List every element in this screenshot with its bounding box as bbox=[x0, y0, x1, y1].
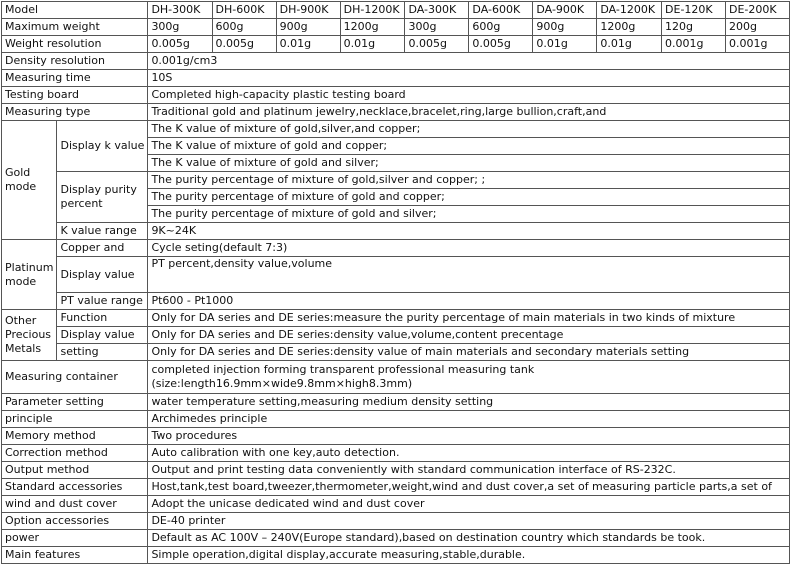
weight-resolution-value: 0.01g bbox=[276, 36, 340, 53]
parameter-setting-value: water temperature setting,measuring medium density setting bbox=[148, 394, 790, 411]
table-row bbox=[2, 462, 790, 479]
k-range-label: K value range bbox=[57, 223, 148, 240]
platinum-display-value: PT percent,density value,volume bbox=[148, 257, 790, 293]
table-row bbox=[2, 394, 790, 411]
model-name: DA-600K bbox=[469, 2, 533, 19]
main-features-label: Main features bbox=[2, 547, 148, 564]
display-k-line: The K value of mixture of gold and silver; bbox=[148, 155, 790, 172]
table-row bbox=[2, 479, 790, 496]
table-row bbox=[2, 411, 790, 428]
table-row bbox=[2, 104, 790, 121]
power-value: Default as AC 100V – 240V(Europe standard),based on destination country which standards be took. bbox=[148, 530, 790, 547]
weight-resolution-label: Weight resolution bbox=[2, 36, 148, 53]
density-resolution-label: Density resolution bbox=[2, 53, 148, 70]
table-row bbox=[2, 240, 790, 257]
table-row bbox=[2, 445, 790, 462]
table-row bbox=[2, 310, 790, 327]
table-row bbox=[2, 530, 790, 547]
table-row bbox=[2, 293, 790, 310]
option-accessories-value: DE-40 printer bbox=[148, 513, 790, 530]
function-label: Function bbox=[57, 310, 148, 327]
display-k-label: Display k value bbox=[57, 121, 148, 172]
weight-resolution-value: 0.005g bbox=[212, 36, 276, 53]
model-name: DH-600K bbox=[212, 2, 276, 19]
display-k-line: The K value of mixture of gold,silver,and copper; bbox=[148, 121, 790, 138]
model-name: DA-300K bbox=[405, 2, 469, 19]
pt-range-value: Pt600 - Pt1000 bbox=[148, 293, 790, 310]
correction-method-label: Correction method bbox=[2, 445, 148, 462]
table-row bbox=[2, 344, 790, 361]
model-name: DH-900K bbox=[276, 2, 340, 19]
parameter-setting-label: Parameter setting bbox=[2, 394, 148, 411]
memory-method-label: Memory method bbox=[2, 428, 148, 445]
wind-dust-cover-label: wind and dust cover bbox=[2, 496, 148, 513]
measuring-container-label: Measuring container bbox=[2, 361, 148, 394]
gold-mode-label: Gold mode bbox=[2, 121, 57, 240]
principle-value: Archimedes principle bbox=[148, 411, 790, 428]
display-purity-line: The purity percentage of mixture of gold and copper; bbox=[148, 189, 790, 206]
platinum-display-label: Display value bbox=[57, 257, 148, 293]
setting-label: setting bbox=[57, 344, 148, 361]
model-name: DE-200K bbox=[725, 2, 789, 19]
max-weight-value: 1200g bbox=[597, 19, 662, 36]
correction-method-value: Auto calibration with one key,auto detection. bbox=[148, 445, 790, 462]
display-purity-line: The purity percentage of mixture of gold,silver and copper; ; bbox=[148, 172, 790, 189]
model-name: DA-900K bbox=[533, 2, 597, 19]
max-weight-value: 120g bbox=[662, 19, 726, 36]
spec-table bbox=[1, 1, 790, 564]
table-row bbox=[2, 87, 790, 104]
measuring-time-label: Measuring time bbox=[2, 70, 148, 87]
memory-method-value: Two procedures bbox=[148, 428, 790, 445]
max-weight-value: 200g bbox=[725, 19, 789, 36]
weight-resolution-value: 0.005g bbox=[405, 36, 469, 53]
weight-resolution-value: 0.01g bbox=[533, 36, 597, 53]
k-range-value: 9K~24K bbox=[148, 223, 790, 240]
max-weight-value: 300g bbox=[405, 19, 469, 36]
standard-accessories-value: Host,tank,test board,tweezer,thermometer,weight,wind and dust cover,a set of measuring particle parts,a set of bbox=[148, 479, 790, 496]
power-label: power bbox=[2, 530, 148, 547]
measuring-type-value: Traditional gold and platinum jewelry,necklace,bracelet,ring,large bullion,craft,and bbox=[148, 104, 790, 121]
other-display-label: Display value bbox=[57, 327, 148, 344]
principle-label: principle bbox=[2, 411, 148, 428]
table-row bbox=[2, 361, 790, 394]
max-weight-value: 1200g bbox=[340, 19, 405, 36]
standard-accessories-label: Standard accessories bbox=[2, 479, 148, 496]
max-weight-value: 600g bbox=[469, 19, 533, 36]
testing-board-label: Testing board bbox=[2, 87, 148, 104]
measuring-type-label: Measuring type bbox=[2, 104, 148, 121]
table-row bbox=[2, 428, 790, 445]
table-row bbox=[2, 121, 790, 138]
display-k-line: The K value of mixture of gold and copper; bbox=[148, 138, 790, 155]
table-row bbox=[2, 19, 790, 36]
wind-dust-cover-value: Adopt the unicase dedicated wind and dust cover bbox=[148, 496, 790, 513]
setting-value: Only for DA series and DE series:density value of main materials and secondary materials setting bbox=[148, 344, 790, 361]
table-row bbox=[2, 70, 790, 87]
table-row bbox=[2, 223, 790, 240]
copper-label: Copper and bbox=[57, 240, 148, 257]
output-method-label: Output method bbox=[2, 462, 148, 479]
testing-board-value: Completed high-capacity plastic testing board bbox=[148, 87, 790, 104]
output-method-value: Output and print testing data conveniently with standard communication interface of RS-232C. bbox=[148, 462, 790, 479]
model-name: DH-1200K bbox=[340, 2, 405, 19]
measuring-container-value: completed injection forming transparent professional measuring tank (size:length16.9mm×wide9.8mm×high8.3mm) bbox=[148, 361, 790, 394]
max-weight-value: 300g bbox=[148, 19, 212, 36]
copper-value: Cycle seting(default 7:3) bbox=[148, 240, 790, 257]
display-purity-line: The purity percentage of mixture of gold and silver; bbox=[148, 206, 790, 223]
option-accessories-label: Option accessories bbox=[2, 513, 148, 530]
max-weight-label: Maximum weight bbox=[2, 19, 148, 36]
other-metals-label: Other Precious Metals bbox=[2, 310, 57, 361]
max-weight-value: 900g bbox=[276, 19, 340, 36]
other-display-value: Only for DA series and DE series:density value,volume,content precentage bbox=[148, 327, 790, 344]
main-features-value: Simple operation,digital display,accurate measuring,stable,durable. bbox=[148, 547, 790, 564]
model-name: DE-120K bbox=[662, 2, 726, 19]
density-resolution-value: 0.001g/cm3 bbox=[148, 53, 790, 70]
table-row bbox=[2, 53, 790, 70]
model-name: DA-1200K bbox=[597, 2, 662, 19]
model-name: DH-300K bbox=[148, 2, 212, 19]
weight-resolution-value: 0.001g bbox=[725, 36, 789, 53]
weight-resolution-value: 0.01g bbox=[340, 36, 405, 53]
weight-resolution-value: 0.01g bbox=[597, 36, 662, 53]
table-row bbox=[2, 327, 790, 344]
display-purity-label: Display purity percent bbox=[57, 172, 148, 223]
function-value: Only for DA series and DE series:measure the purity percentage of main materials in two kinds of mixture bbox=[148, 310, 790, 327]
weight-resolution-value: 0.001g bbox=[662, 36, 726, 53]
table-row bbox=[2, 496, 790, 513]
table-row bbox=[2, 513, 790, 530]
table-row bbox=[2, 2, 790, 19]
table-row bbox=[2, 36, 790, 53]
weight-resolution-value: 0.005g bbox=[469, 36, 533, 53]
table-row bbox=[2, 547, 790, 564]
table-row bbox=[2, 257, 790, 293]
measuring-time-value: 10S bbox=[148, 70, 790, 87]
table-row bbox=[2, 172, 790, 189]
max-weight-value: 600g bbox=[212, 19, 276, 36]
pt-range-label: PT value range bbox=[57, 293, 148, 310]
platinum-mode-label: Platinum mode bbox=[2, 240, 57, 310]
max-weight-value: 900g bbox=[533, 19, 597, 36]
model-header: Model bbox=[2, 2, 148, 19]
weight-resolution-value: 0.005g bbox=[148, 36, 212, 53]
